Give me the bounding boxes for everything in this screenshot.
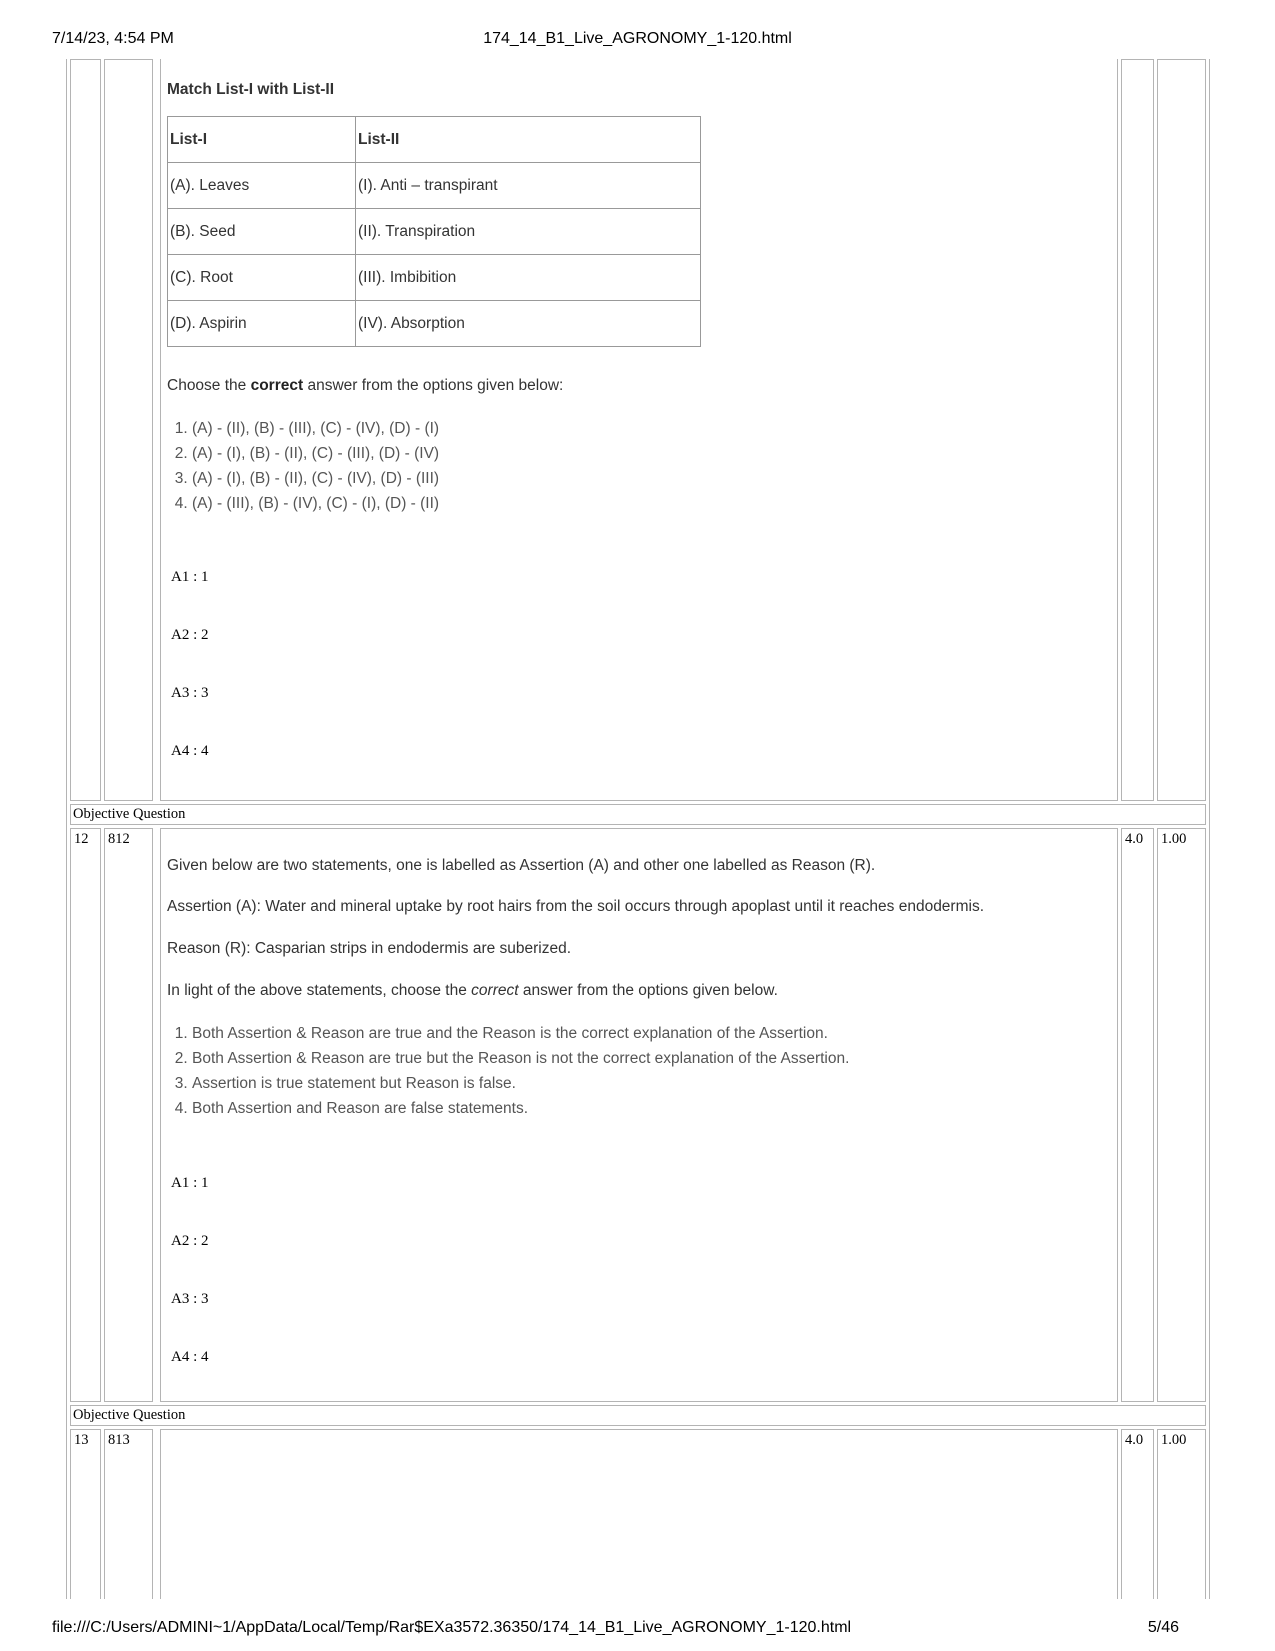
q12-negative-cell	[1157, 828, 1206, 1402]
q12-instruction	[167, 982, 778, 1000]
list-item: 1. Both Assertion & Reason are true and the Reason is the correct explanation of the Assertion.	[192, 1021, 849, 1046]
q12-assertion: Assertion (A): Water and mineral uptake by root hairs from the soil occurs through apoplast until it reaches endodermis.	[167, 898, 985, 915]
q13-marks-cell	[1121, 1429, 1154, 1599]
q12-reason: Reason (R): Casparian strips in endodermis are suberized.	[167, 940, 572, 957]
table-header-list1: List-I	[168, 117, 356, 163]
outer-table-left-border	[66, 59, 67, 1599]
list-item: 3. Assertion is true statement but Reason is false.	[192, 1071, 849, 1096]
q11-marks-cell	[1121, 59, 1154, 801]
print-datetime: 7/14/23, 4:54 PM	[52, 30, 174, 47]
q13-marks: 4.0	[1125, 1432, 1144, 1448]
table-header-list2: List-II	[356, 117, 701, 163]
q13-type-label: Objective Question	[73, 1407, 186, 1423]
table-cell: (D). Aspirin	[168, 301, 356, 347]
table-row	[168, 255, 701, 301]
q11-title: Match List-I with List-II	[167, 81, 335, 98]
table-cell: (I). Anti – transpirant	[356, 163, 701, 209]
table-cell: (A). Leaves	[168, 163, 356, 209]
q13-question-cell	[160, 1429, 1118, 1599]
q12-marks-cell	[1121, 828, 1154, 1402]
q12-id-cell	[104, 828, 153, 1402]
print-file-path: file:///C:/Users/ADMINI~1/AppData/Local/Temp/Rar$EXa3572.36350/174_14_B1_Live_AGRONOMY_1-120.html	[52, 1619, 852, 1636]
q11-instruction-post: answer from the options given below:	[303, 377, 564, 394]
q11-answer-2: A2 : 2	[171, 627, 209, 643]
q12-instruction-post: answer from the options given below.	[518, 982, 778, 999]
q12-type-row	[70, 804, 1206, 825]
page-number: 5/46	[1147, 1619, 1179, 1636]
q11-options-list	[167, 416, 439, 516]
q13-number-cell	[70, 1429, 101, 1599]
q12-instruction-emphasis: correct	[471, 982, 519, 999]
q11-answer-4: A4 : 4	[171, 743, 209, 759]
q12-negative-marks: 1.00	[1161, 831, 1187, 847]
q11-answer-3: A3 : 3	[171, 685, 209, 701]
list-item: 3. (A) - (I), (B) - (II), (C) - (IV), (D) - (III)	[192, 466, 439, 491]
q13-negative-cell	[1157, 1429, 1206, 1599]
table-cell: (C). Root	[168, 255, 356, 301]
q13-id: 813	[108, 1432, 130, 1448]
q12-id: 812	[108, 831, 130, 847]
q12-answer-2: A2 : 2	[171, 1233, 209, 1249]
q13-id-cell	[104, 1429, 153, 1599]
outer-table-right-border	[1209, 59, 1210, 1599]
q12-intro: Given below are two statements, one is labelled as Assertion (A) and other one labelled as Reason (R).	[167, 857, 876, 874]
q12-instruction-pre: In light of the above statements, choose the	[167, 982, 472, 999]
list-item: 1. (A) - (II), (B) - (III), (C) - (IV), (D) - (I)	[192, 416, 439, 441]
q11-match-table	[167, 116, 701, 347]
list-item: 4. (A) - (III), (B) - (IV), (C) - (I), (D) - (II)	[192, 491, 439, 516]
q12-answer-3: A3 : 3	[171, 1291, 209, 1307]
q13-number: 13	[74, 1432, 89, 1448]
list-item: 2. (A) - (I), (B) - (II), (C) - (III), (D) - (IV)	[192, 441, 439, 466]
table-header-row	[168, 117, 701, 163]
q11-instruction-pre: Choose the	[167, 377, 251, 394]
table-cell: (IV). Absorption	[356, 301, 701, 347]
q11-answer-1: A1 : 1	[171, 569, 209, 585]
q12-number-cell	[70, 828, 101, 1402]
table-cell: (III). Imbibition	[356, 255, 701, 301]
q12-type-label: Objective Question	[73, 806, 186, 822]
list-item: 2. Both Assertion & Reason are true but the Reason is not the correct explanation of the Assertion.	[192, 1046, 849, 1071]
q11-negative-cell	[1157, 59, 1206, 801]
table-row	[168, 301, 701, 347]
q13-negative-marks: 1.00	[1161, 1432, 1187, 1448]
q12-number: 12	[74, 831, 89, 847]
q11-instruction-bold: correct	[250, 377, 304, 394]
table-row	[168, 163, 701, 209]
list-item: 4. Both Assertion and Reason are false statements.	[192, 1096, 849, 1121]
q11-instruction	[167, 377, 563, 395]
q12-marks: 4.0	[1125, 831, 1144, 847]
q11-id-cell	[104, 59, 153, 801]
table-row	[168, 209, 701, 255]
q12-options-list	[167, 1021, 849, 1121]
q13-type-row	[70, 1405, 1206, 1426]
q11-number-cell	[70, 59, 101, 801]
q12-answer-4: A4 : 4	[171, 1349, 209, 1365]
print-title: 174_14_B1_Live_AGRONOMY_1-120.html	[483, 30, 792, 47]
table-cell: (B). Seed	[168, 209, 356, 255]
q12-answer-1: A1 : 1	[171, 1175, 209, 1191]
table-cell: (II). Transpiration	[356, 209, 701, 255]
